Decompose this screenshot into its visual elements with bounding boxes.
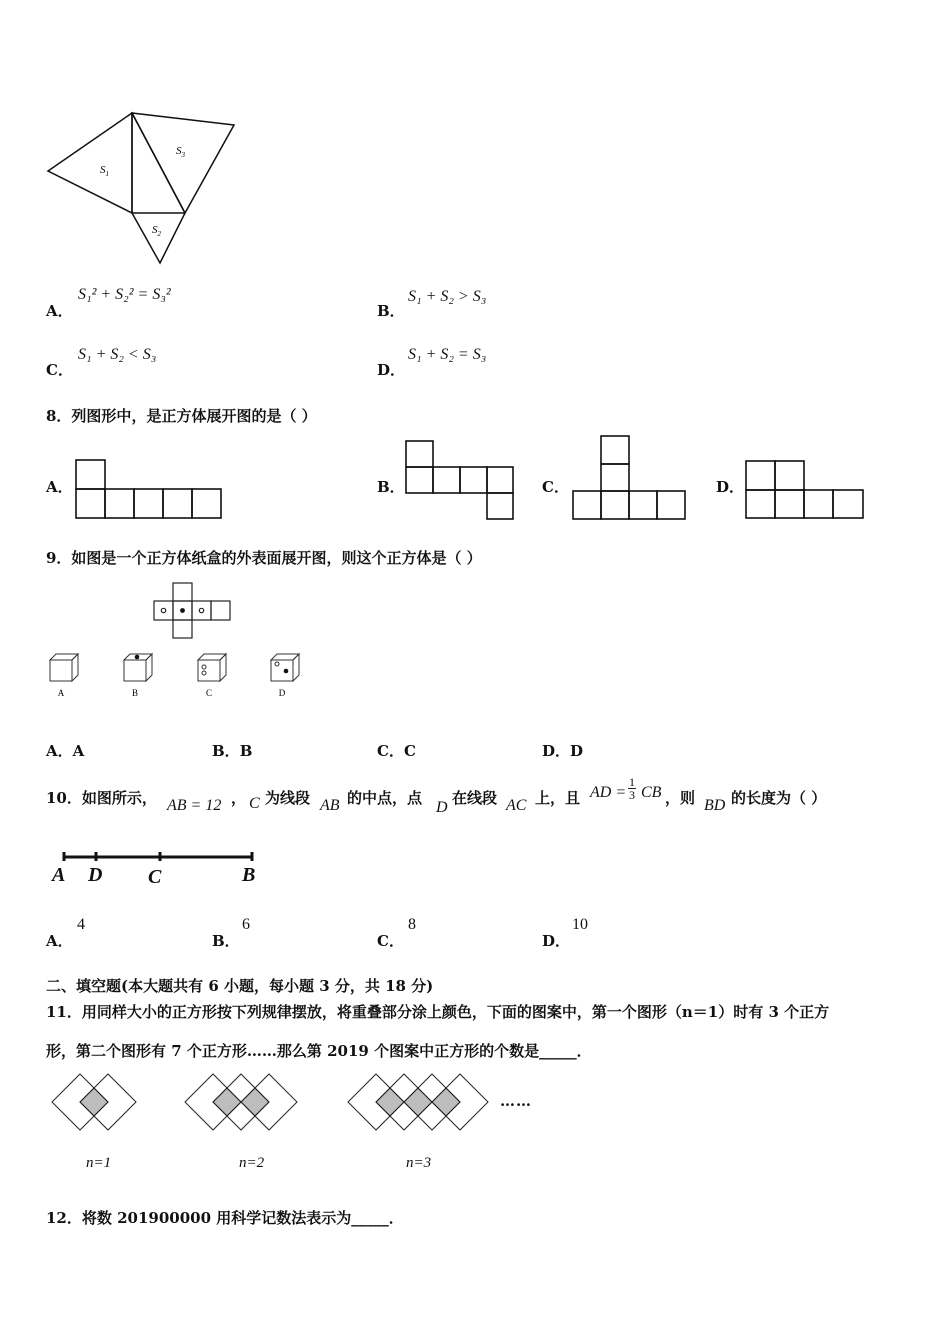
seg-label-c: C bbox=[148, 866, 162, 888]
q9-cube-b bbox=[122, 652, 156, 698]
q10-mid2: 的中点，点 bbox=[347, 789, 423, 807]
q10-prefix: 10．如图所示， bbox=[46, 789, 157, 807]
seg-label-a: A bbox=[52, 864, 66, 886]
svg-text:B: B bbox=[131, 688, 139, 698]
q8-net-d bbox=[744, 459, 866, 521]
label-s1: $S_1$ bbox=[100, 164, 109, 178]
label-s3: $S_3$ bbox=[176, 145, 185, 159]
q7-option-b-letter: B． bbox=[377, 302, 405, 320]
q8-option-a-letter: A． bbox=[46, 478, 73, 496]
q7-option-a-formula: S₁² + S₂² = S₃² bbox=[78, 286, 171, 303]
q10-option-a-letter: A． bbox=[46, 932, 73, 950]
q8-option-b-letter: B． bbox=[377, 478, 405, 496]
q9-cube-c bbox=[196, 652, 230, 698]
q7-option-b-formula: S₁ + S₂ > S₃ bbox=[408, 288, 487, 305]
q11-line-2: 形，第二个图形有 7 个正方形……那么第 2019 个图案中正方形的个数是_____． bbox=[46, 1042, 592, 1060]
q10-option-a-value: 4 bbox=[77, 916, 85, 933]
svg-text:C: C bbox=[205, 688, 213, 698]
q8-net-a bbox=[75, 459, 225, 521]
q10-option-d-letter: D． bbox=[542, 932, 571, 950]
q10-option-c-letter: C． bbox=[377, 932, 404, 950]
q8-option-c-letter: C． bbox=[542, 478, 569, 496]
label-s2: $S_2$ bbox=[152, 224, 161, 238]
q7-option-d-letter: D． bbox=[377, 361, 406, 379]
q9-option-c: C．C bbox=[377, 742, 416, 760]
q10-cb: CB bbox=[641, 784, 662, 801]
q10-mid1: 为线段 bbox=[265, 789, 311, 807]
q10-option-b-value: 6 bbox=[242, 916, 250, 933]
q8-option-d-letter: D． bbox=[716, 478, 745, 496]
q10-mid4: 上，且 bbox=[535, 789, 581, 807]
q10-mid5: ，则 bbox=[665, 789, 696, 807]
q10-d: D bbox=[436, 799, 448, 816]
q9-cube-net bbox=[153, 582, 233, 640]
q11-pattern-n2 bbox=[181, 1072, 303, 1136]
section-2-heading: 二、填空题(本大题共有 6 小题，每小题 3 分，共 18 分) bbox=[46, 977, 434, 995]
q9-option-b: B．B bbox=[212, 742, 253, 760]
q10-ab: AB bbox=[320, 797, 340, 814]
q10-option-c-value: 8 bbox=[408, 916, 416, 933]
seg-label-d: D bbox=[88, 864, 103, 886]
q10-ac: AC bbox=[506, 797, 527, 814]
q10-option-b-letter: B． bbox=[212, 932, 240, 950]
q9-option-d: D．D bbox=[542, 742, 584, 760]
q9-option-a: A．A bbox=[46, 742, 85, 760]
q8-net-b bbox=[404, 439, 516, 521]
seg-label-b: B bbox=[242, 864, 256, 886]
q11-pattern-n1 bbox=[48, 1072, 140, 1136]
q10-c: C bbox=[249, 795, 260, 812]
q9-cube-a bbox=[48, 652, 82, 698]
q10-suffix: 的长度为（ ） bbox=[731, 789, 827, 807]
q11-label-n2: n=2 bbox=[239, 1155, 265, 1171]
q10-segment-figure bbox=[50, 845, 270, 890]
q11-label-n3: n=3 bbox=[406, 1155, 432, 1171]
svg-text:D: D bbox=[278, 688, 286, 698]
q10-ab-equation: AB = 12 bbox=[167, 797, 222, 814]
svg-text:A: A bbox=[57, 688, 65, 698]
q9-question: 9．如图是一个正方体纸盒的外表面展开图，则这个正方体是（ ） bbox=[46, 549, 482, 567]
q10-bd: BD bbox=[704, 797, 726, 814]
q7-triangle-figure bbox=[40, 105, 250, 275]
q7-option-c-letter: C． bbox=[46, 361, 73, 379]
q11-line-1: 11．用同样大小的正方形按下列规律摆放，将重叠部分涂上颜色，下面的图案中，第一个图形（n＝1）时有 3 个正方 bbox=[46, 1003, 830, 1021]
q11-ellipsis: …… bbox=[500, 1092, 532, 1110]
square-s1 bbox=[48, 113, 132, 213]
q7-option-c-formula: S₁ + S₂ < S₃ bbox=[78, 346, 157, 363]
square-s3 bbox=[132, 113, 234, 213]
q8-net-c bbox=[571, 434, 689, 522]
q10-option-d-value: 10 bbox=[572, 916, 588, 933]
q7-option-a-letter: A． bbox=[46, 302, 73, 320]
q10-fraction: $\frac{1}{3}$ bbox=[629, 775, 635, 802]
q10-mid3: 在线段 bbox=[452, 789, 498, 807]
q7-option-d-formula: S₁ + S₂ = S₃ bbox=[408, 346, 487, 363]
q10-ad-equation: AD = bbox=[590, 784, 627, 801]
q12-question: 12．将数 201900000 用科学记数法表示为_____． bbox=[46, 1209, 404, 1227]
square-s2 bbox=[132, 213, 185, 263]
q10-comma: ， bbox=[231, 789, 247, 807]
q9-cube-d bbox=[269, 652, 303, 698]
q11-pattern-n3 bbox=[344, 1072, 494, 1136]
q8-question: 8．列图形中，是正方体展开图的是（ ） bbox=[46, 407, 317, 425]
q11-label-n1: n=1 bbox=[86, 1155, 112, 1171]
